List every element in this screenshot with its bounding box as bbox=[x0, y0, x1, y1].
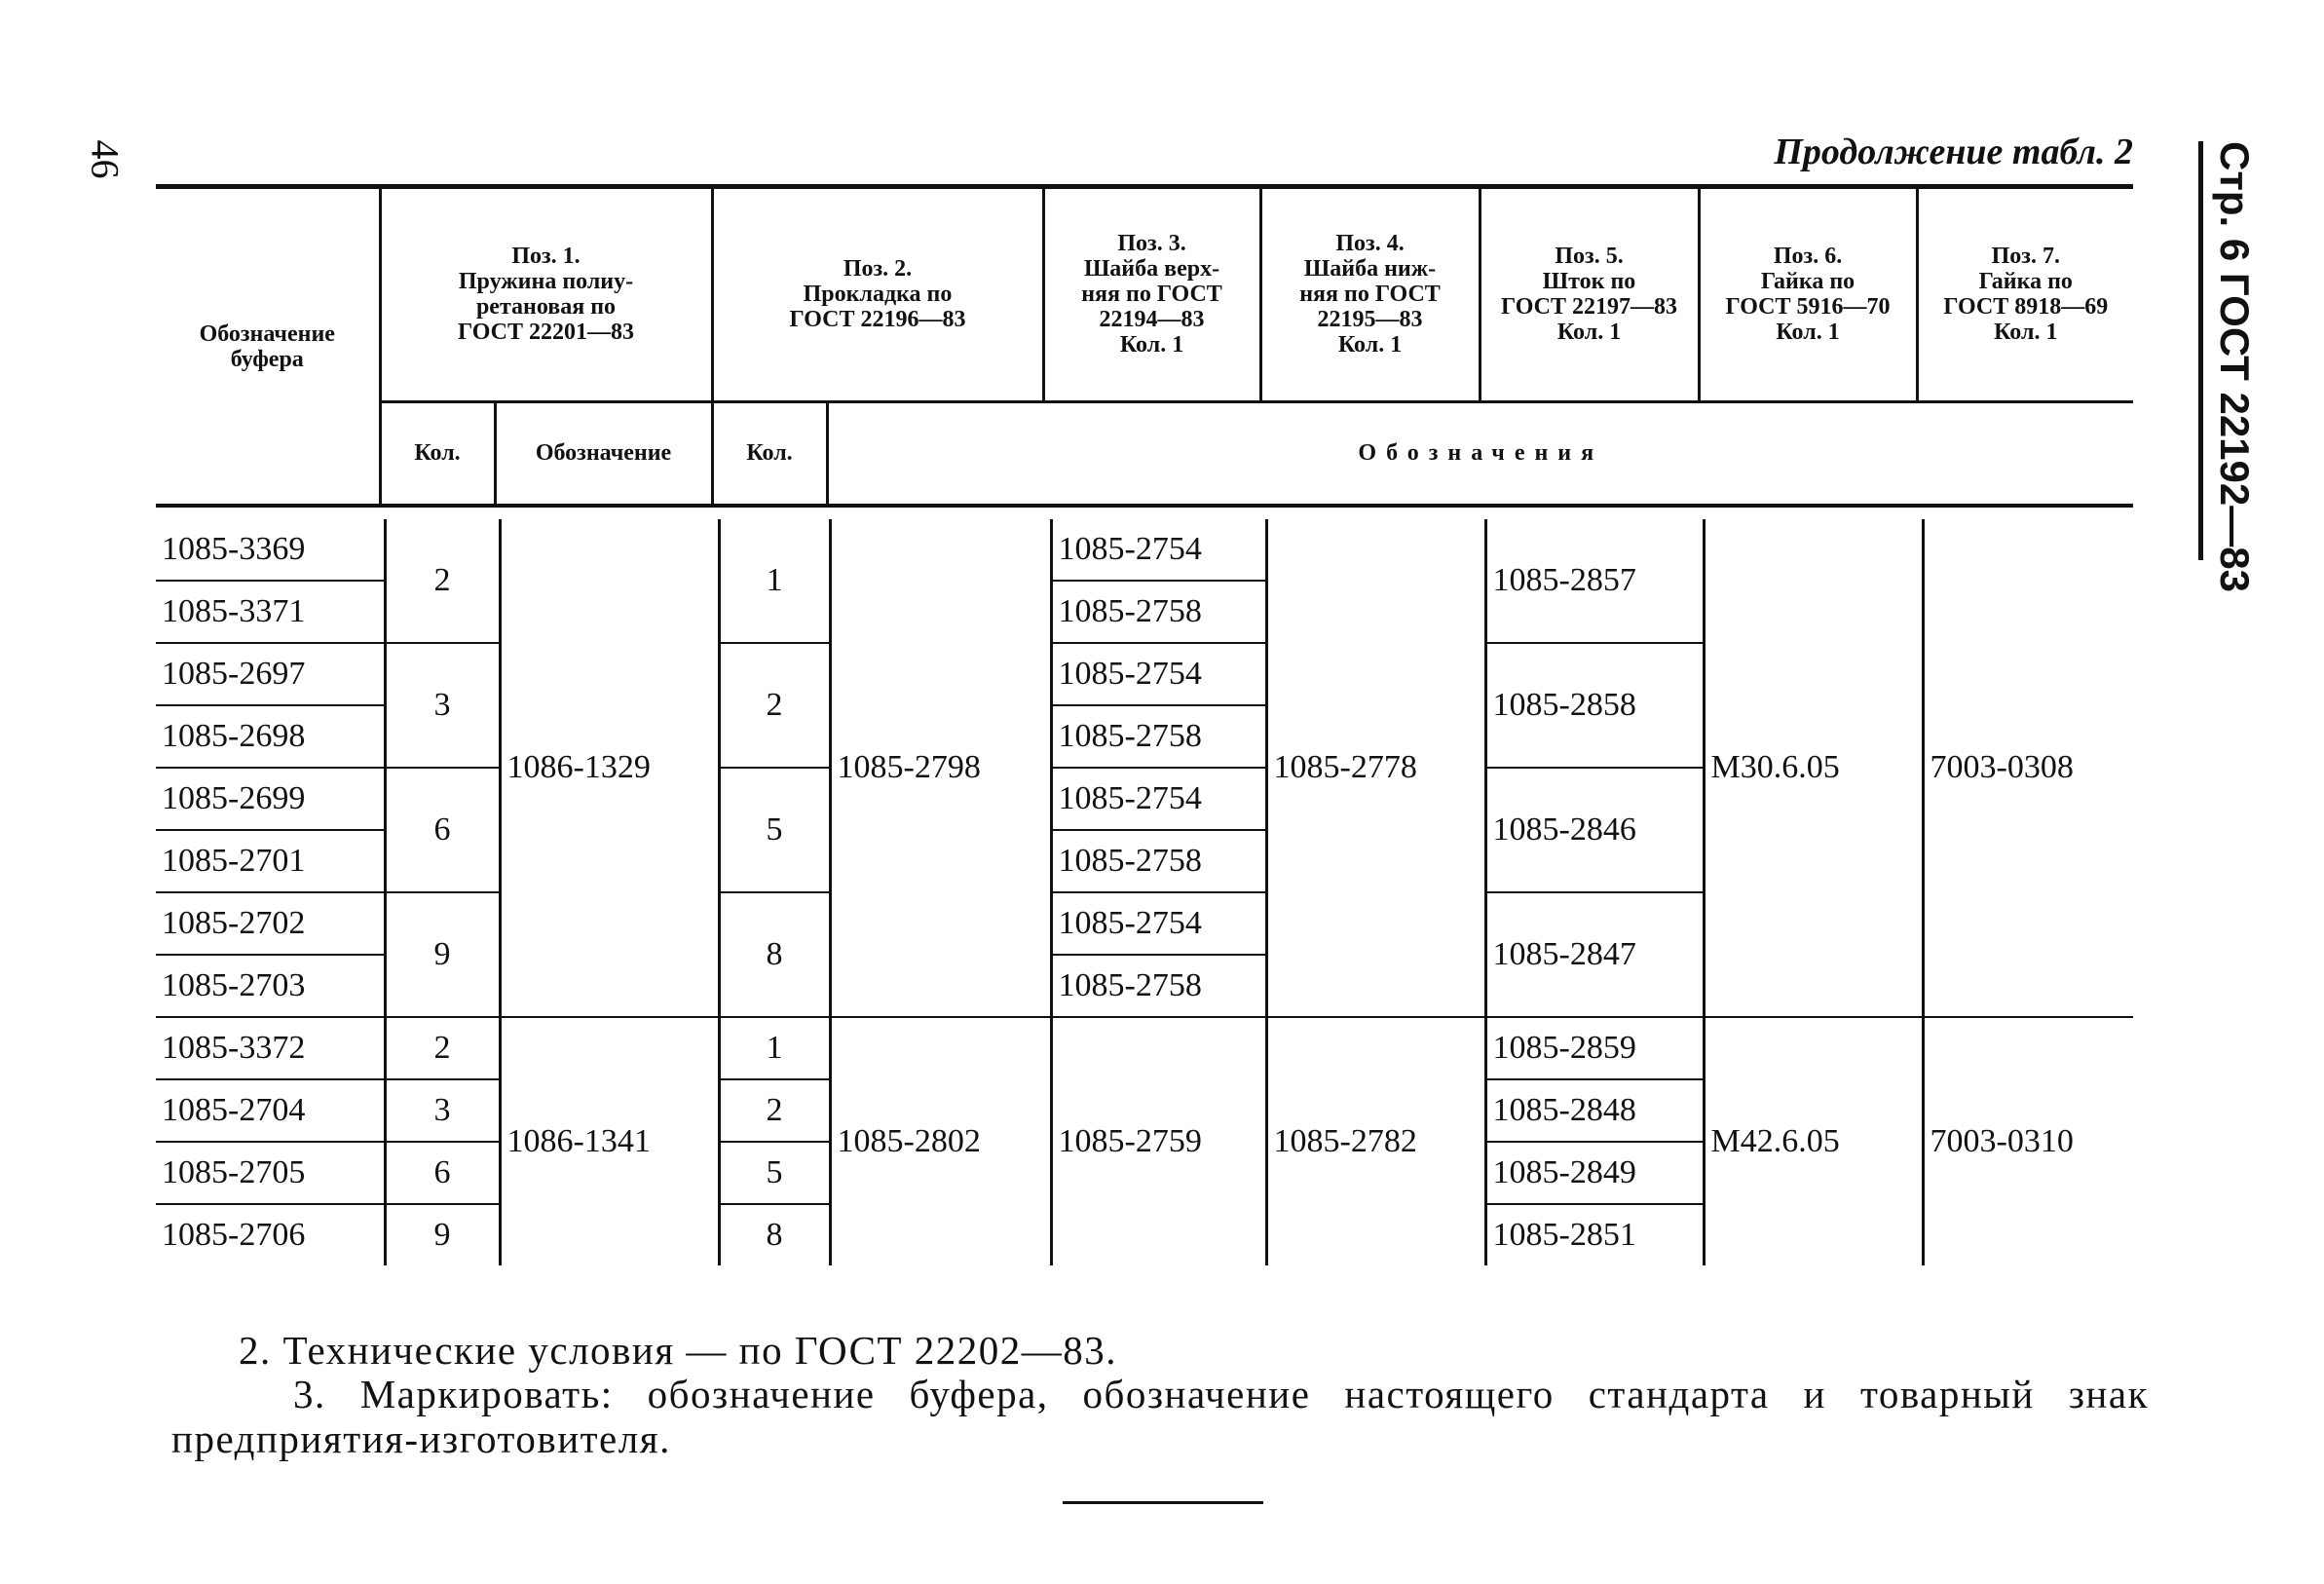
buffer-designation: 1085-2704 bbox=[156, 1079, 385, 1142]
kol2-cell: 5 bbox=[719, 1142, 830, 1204]
header-designations: Обозначения bbox=[827, 401, 2133, 506]
kol2-cell: 2 bbox=[719, 643, 830, 768]
poz3-cell: 1085-2754 bbox=[1051, 643, 1266, 705]
end-rule bbox=[1063, 1501, 1263, 1504]
poz5-cell: 1085-2848 bbox=[1485, 1079, 1704, 1142]
poz5-cell: 1085-2858 bbox=[1485, 643, 1704, 768]
table-body bbox=[156, 519, 2133, 1265]
header-kol2: Кол. bbox=[712, 401, 827, 506]
poz4-cell: 1085-2778 bbox=[1266, 519, 1485, 1017]
buffer-designation: 1085-2697 bbox=[156, 643, 385, 705]
oboz2-cell: 1085-2798 bbox=[830, 519, 1051, 1017]
buffer-designation: 1085-3371 bbox=[156, 581, 385, 643]
poz3-cell: 1085-2758 bbox=[1051, 830, 1266, 892]
poz6-cell: М42.6.05 bbox=[1704, 1017, 1923, 1265]
poz7-cell: 7003-0308 bbox=[1923, 519, 2133, 1017]
buffer-designation: 1085-2702 bbox=[156, 892, 385, 955]
poz5-cell: 1085-2857 bbox=[1485, 519, 1704, 643]
header-kol1: Кол. bbox=[380, 401, 495, 506]
header-oboz1: Обозначение bbox=[495, 401, 712, 506]
poz4-cell: 1085-2782 bbox=[1266, 1017, 1485, 1265]
kol1-cell: 9 bbox=[385, 892, 500, 1017]
poz3-cell: 1085-2759 bbox=[1051, 1017, 1266, 1265]
poz5-cell: 1085-2849 bbox=[1485, 1142, 1704, 1204]
kol1-cell: 9 bbox=[385, 1204, 500, 1265]
poz3-cell: 1085-2754 bbox=[1051, 892, 1266, 955]
table-continuation-title: Продолжение табл. 2 bbox=[1774, 132, 2133, 172]
kol2-cell: 5 bbox=[719, 768, 830, 892]
header-poz6: Поз. 6. Гайка по ГОСТ 5916—70 Кол. 1 bbox=[1699, 189, 1917, 401]
header-poz2: Поз. 2. Прокладка по ГОСТ 22196—83 bbox=[712, 189, 1043, 401]
buffer-designation: 1085-2705 bbox=[156, 1142, 385, 1204]
kol2-cell: 8 bbox=[719, 892, 830, 1017]
oboz1-cell: 1086-1341 bbox=[500, 1017, 719, 1265]
header-poz4: Поз. 4. Шайба ниж- няя по ГОСТ 22195—83 Кол. 1 bbox=[1260, 189, 1480, 401]
poz3-cell: 1085-2758 bbox=[1051, 581, 1266, 643]
poz6-cell: М30.6.05 bbox=[1704, 519, 1923, 1017]
poz5-cell: 1085-2859 bbox=[1485, 1017, 1704, 1079]
header-poz5: Поз. 5. Шток по ГОСТ 22197—83 Кол. 1 bbox=[1480, 189, 1699, 401]
buffer-designation: 1085-2706 bbox=[162, 1217, 306, 1253]
kol2-cell: 1 bbox=[719, 1017, 830, 1079]
oboz1-cell: 1086-1329 bbox=[500, 519, 719, 1017]
header-poz1: Поз. 1. Пружина полиу- ретановая по ГОСТ 22201—83 bbox=[380, 189, 712, 401]
note-marking: 3. Маркировать: обозначение буфера, обозначение настоящего стандарта и товарный знак предприятия-изготовителя. bbox=[171, 1372, 2149, 1461]
poz5-cell: 1085-2846 bbox=[1485, 768, 1704, 892]
buffer-designation: 1085-2703 bbox=[156, 955, 385, 1017]
table-row bbox=[156, 1017, 2133, 1079]
header-designation: Обозначение буфера bbox=[156, 189, 380, 506]
kol2-cell: 1 bbox=[719, 519, 830, 643]
table-row bbox=[156, 519, 2133, 581]
buffer-designation: 1085-2701 bbox=[156, 830, 385, 892]
poz3-cell: 1085-2754 bbox=[1051, 519, 1266, 581]
page-number: 46 bbox=[83, 139, 128, 179]
kol1-cell: 2 bbox=[385, 1017, 500, 1079]
kol2-cell: 2 bbox=[719, 1079, 830, 1142]
header-poz3: Поз. 3. Шайба верх- няя по ГОСТ 22194—83 Кол. 1 bbox=[1043, 189, 1260, 401]
poz3-cell: 1085-2758 bbox=[1051, 955, 1266, 1017]
kol1-cell: 6 bbox=[385, 768, 500, 892]
poz5-cell: 1085-2847 bbox=[1485, 892, 1704, 1017]
poz3-cell: 1085-2754 bbox=[1051, 768, 1266, 830]
kol1-cell: 2 bbox=[385, 519, 500, 643]
header-poz7: Поз. 7. Гайка по ГОСТ 8918—69 Кол. 1 bbox=[1917, 189, 2133, 401]
note-technical-conditions: 2. Технические условия — по ГОСТ 22202—83. bbox=[239, 1328, 1118, 1373]
poz5-cell: 1085-2851 bbox=[1485, 1204, 1704, 1265]
kol1-cell: 3 bbox=[385, 643, 500, 768]
poz3-cell: 1085-2758 bbox=[1051, 705, 1266, 768]
oboz2-cell: 1085-2802 bbox=[830, 1017, 1051, 1265]
kol1-cell: 6 bbox=[385, 1142, 500, 1204]
kol2-cell: 8 bbox=[719, 1204, 830, 1265]
poz7-cell: 7003-0310 bbox=[1923, 1017, 2133, 1265]
table-header bbox=[156, 189, 2133, 508]
buffer-designation: 1085-3369 bbox=[156, 519, 385, 581]
buffer-designation: 1085-2699 bbox=[156, 768, 385, 830]
buffer-designation: 1085-3372 bbox=[156, 1017, 385, 1079]
kol1-cell: 3 bbox=[385, 1079, 500, 1142]
buffer-designation: 1085-2698 bbox=[156, 705, 385, 768]
side-header: Стр. 6 ГОСТ 22192—83 bbox=[2212, 141, 2258, 592]
